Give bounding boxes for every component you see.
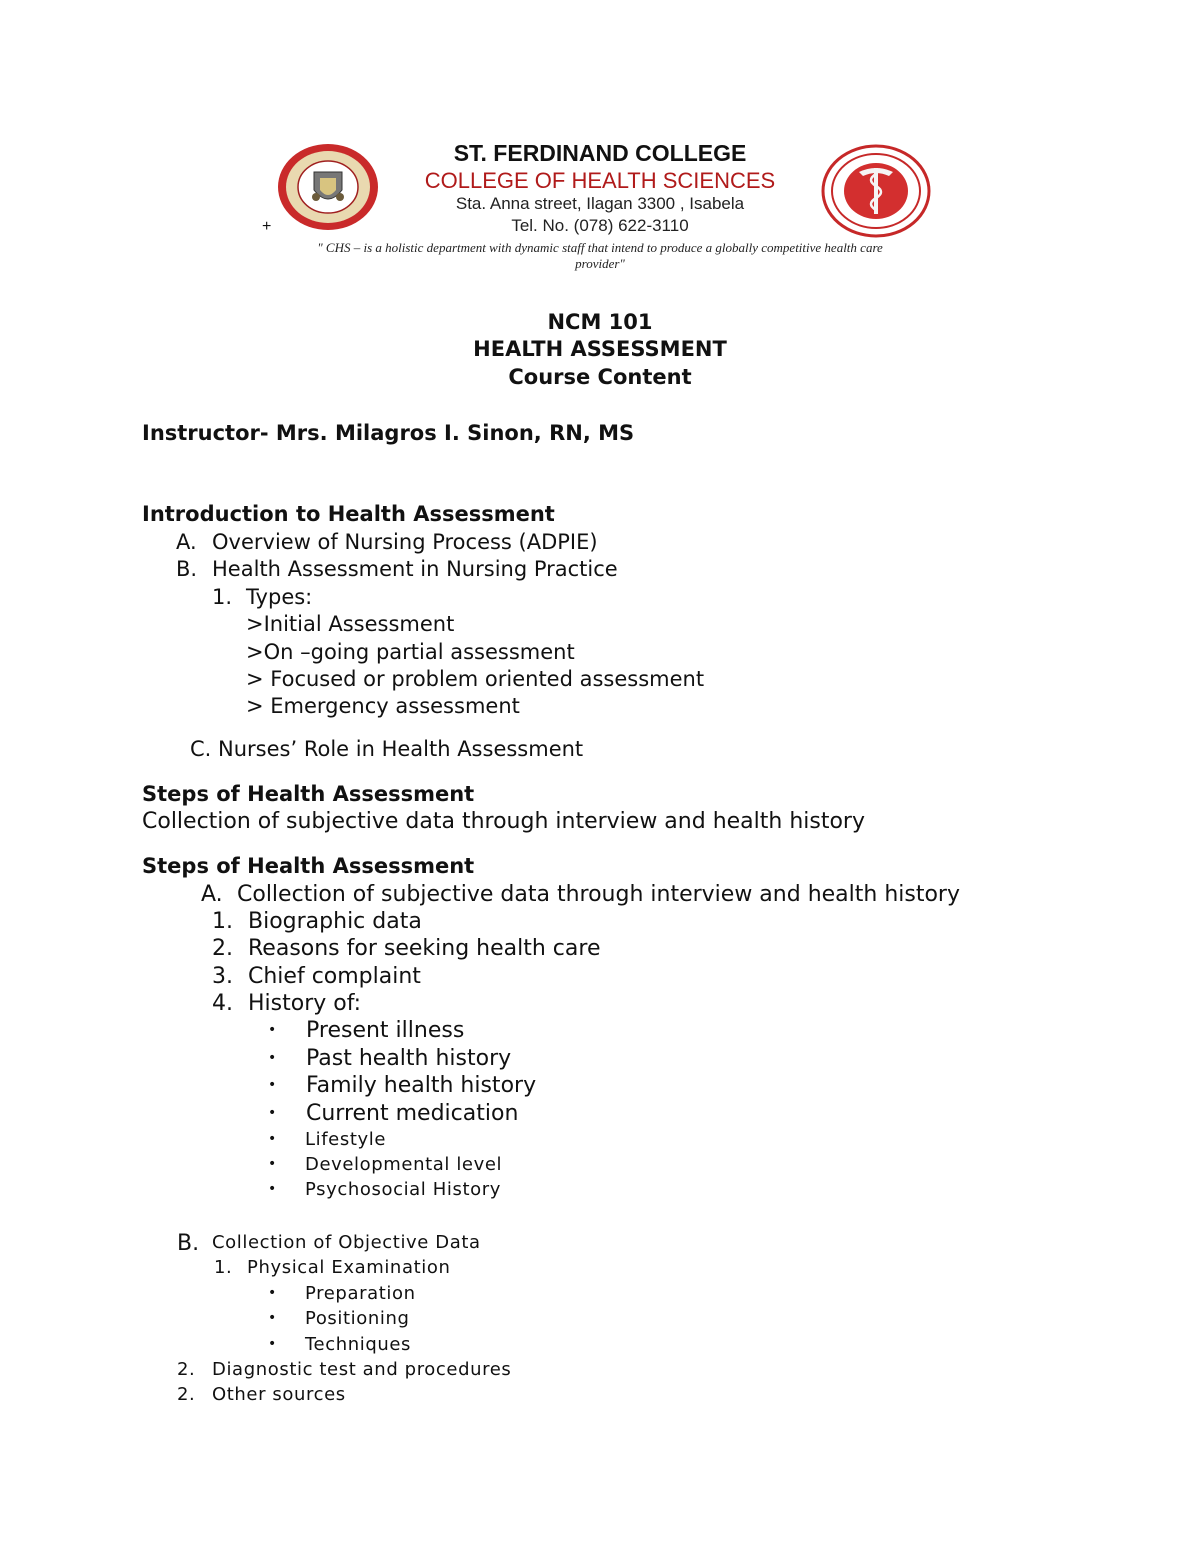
intro-a-text: Overview of Nursing Process (ADPIE)	[212, 530, 598, 554]
college-name: ST. FERDINAND COLLEGE	[453, 140, 747, 166]
numbered-item: Chief complaint	[248, 964, 421, 989]
history-item: Current medication	[306, 1101, 519, 1126]
bullet-marker: •	[268, 1105, 277, 1121]
bullet-marker: •	[268, 1310, 277, 1326]
steps-heading-1: Steps of Health Assessment	[142, 782, 475, 806]
steps-heading-2: Steps of Health Assessment	[142, 854, 475, 878]
pe-item: Techniques	[305, 1334, 412, 1355]
bullet-marker: •	[268, 1285, 277, 1301]
tail-marker: 2.	[177, 1384, 196, 1405]
type-item: >Initial Assessment	[246, 612, 455, 636]
history-item: Lifestyle	[305, 1129, 387, 1150]
tail-item: Diagnostic test and procedures	[212, 1359, 512, 1380]
department-name: COLLEGE OF HEALTH SCIENCES	[424, 168, 776, 193]
types-label: Types:	[246, 585, 313, 609]
type-item: > Focused or problem oriented assessment	[246, 667, 705, 691]
numbered-item: Biographic data	[248, 909, 422, 934]
intro-heading: Introduction to Health Assessment	[142, 502, 555, 526]
steps2-a-marker: A.	[201, 882, 223, 907]
intro-c-text: C. Nurses’ Role in Health Assessment	[190, 737, 584, 761]
bullet-marker: •	[268, 1181, 277, 1197]
college-telephone: Tel. No. (078) 622-3110	[511, 216, 689, 235]
numbered-marker: 3.	[212, 964, 233, 989]
course-name: HEALTH ASSESSMENT	[473, 337, 727, 361]
bullet-marker: •	[268, 1336, 277, 1352]
motto-line-1: " CHS – is a holistic department with dynamic staff that intend to produce a globally competitive health care	[317, 240, 883, 255]
bullet-marker: •	[268, 1050, 277, 1066]
steps-text-1: Collection of subjective data through interview and health history	[142, 809, 865, 834]
course-code: NCM 101	[547, 310, 653, 334]
tail-item: Other sources	[212, 1384, 346, 1405]
history-item: Past health history	[306, 1046, 512, 1071]
history-item: Present illness	[306, 1018, 465, 1043]
pe-item: Preparation	[305, 1283, 416, 1304]
steps2-b-text: Collection of Objective Data	[212, 1232, 481, 1253]
motto-line-2: provider"	[575, 256, 625, 271]
types-marker: 1.	[212, 585, 233, 609]
pe-item: Positioning	[305, 1308, 410, 1329]
numbered-marker: 1.	[212, 909, 233, 934]
history-item: Developmental level	[305, 1154, 503, 1175]
numbered-item: History of:	[248, 991, 362, 1016]
instructor-line: Instructor- Mrs. Milagros I. Sinon, RN, MS	[142, 421, 635, 445]
intro-b-marker: B.	[176, 557, 198, 581]
numbered-item: Reasons for seeking health care	[248, 936, 601, 961]
pe-text: Physical Examination	[247, 1257, 451, 1278]
tail-marker: 2.	[177, 1359, 196, 1380]
type-item: >On –going partial assessment	[246, 640, 575, 664]
bullet-marker: •	[268, 1022, 277, 1038]
bullet-marker: •	[268, 1156, 277, 1172]
bullet-marker: •	[268, 1131, 277, 1147]
bullet-marker: •	[268, 1077, 277, 1093]
numbered-marker: 4.	[212, 991, 233, 1016]
course-subtitle: Course Content	[508, 365, 692, 389]
steps2-a-text: Collection of subjective data through interview and health history	[237, 882, 960, 907]
numbered-marker: 2.	[212, 936, 233, 961]
plus-mark: +	[262, 218, 272, 235]
intro-b-text: Health Assessment in Nursing Practice	[212, 557, 618, 581]
pe-marker: 1.	[214, 1257, 233, 1278]
college-address: Sta. Anna street, Ilagan 3300 , Isabela	[455, 194, 745, 213]
history-item: Family health history	[306, 1073, 537, 1098]
history-item: Psychosocial History	[305, 1179, 501, 1200]
intro-a-marker: A.	[176, 530, 197, 554]
steps2-b-marker: B.	[177, 1231, 200, 1256]
type-item: > Emergency assessment	[246, 694, 520, 718]
